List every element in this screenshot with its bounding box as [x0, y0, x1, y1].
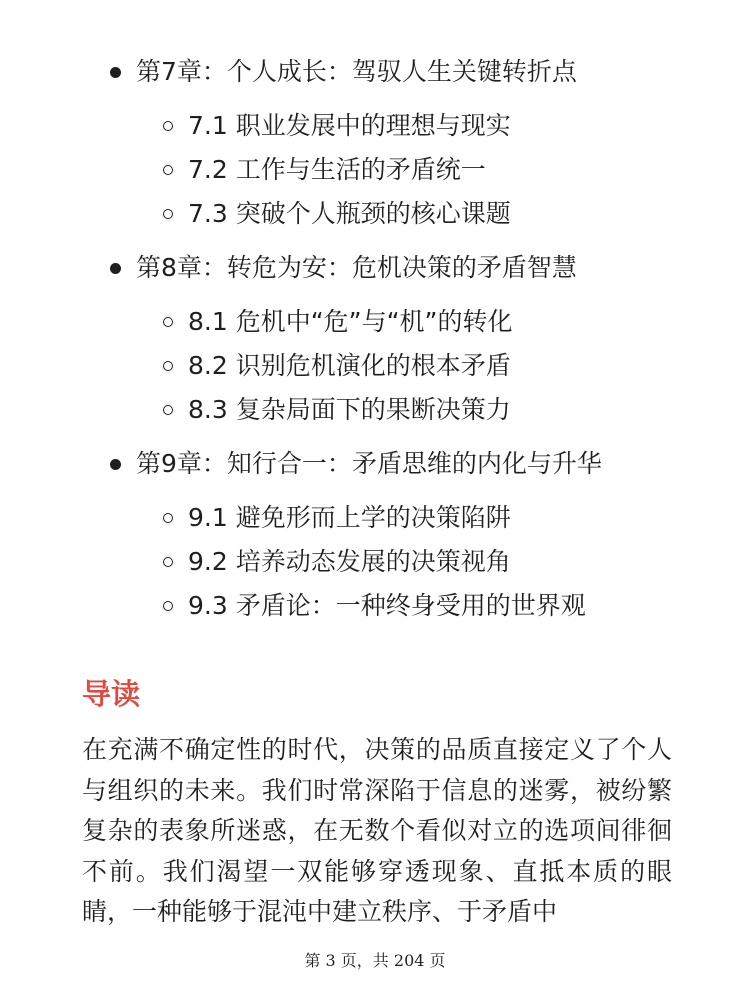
bullet-circle-icon — [163, 165, 173, 175]
section-title: 7.2 工作与生活的矛盾统一 — [188, 155, 486, 184]
section-title: 8.2 识别危机演化的根本矛盾 — [188, 351, 511, 380]
toc-section-8-1[interactable] — [0, 300, 750, 344]
intro-heading: 导读 — [82, 677, 141, 711]
bullet-circle-icon — [163, 121, 173, 131]
bullet-circle-icon — [163, 557, 173, 567]
bullet-circle-icon — [163, 209, 173, 219]
toc-section-8-3[interactable] — [0, 388, 750, 432]
section-title: 7.3 突破个人瓶颈的核心课题 — [188, 199, 511, 228]
chapter-title: 第7章：个人成长：驾驭人生关键转折点 — [136, 57, 577, 86]
toc-section-8-2[interactable] — [0, 344, 750, 388]
toc-chapter-7[interactable] — [0, 50, 750, 94]
intro-paragraph: 在充满不确定性的时代，决策的品质直接定义了个人与组织的未来。我们时常深陷于信息的迷雾，被纷繁复杂的表象所迷惑，在无数个看似对立的选项间徘徊不前。我们渴望一双能够穿透现象、直抵本质的眼睛，一种能够于混沌中建立秩序、于矛盾中 — [82, 735, 672, 926]
chapter-7-sections — [0, 94, 750, 246]
section-title: 9.2 培养动态发展的决策视角 — [188, 547, 511, 576]
chapter-9-sections — [0, 486, 750, 638]
page-number-footer: 第 3 页，共 204 页 — [304, 951, 446, 970]
bullet-circle-icon — [163, 361, 173, 371]
toc-section-9-1[interactable] — [0, 496, 750, 540]
bullet-circle-icon — [163, 601, 173, 611]
toc-section-7-2[interactable] — [0, 148, 750, 192]
section-title: 8.3 复杂局面下的果断决策力 — [188, 395, 511, 424]
section-title: 9.1 避免形而上学的决策陷阱 — [188, 503, 511, 532]
toc-section-9-2[interactable] — [0, 540, 750, 584]
bullet-circle-icon — [163, 405, 173, 415]
toc-section-7-3[interactable] — [0, 192, 750, 236]
bullet-disc-icon — [110, 459, 121, 470]
table-of-contents — [0, 50, 750, 638]
chapter-title: 第9章：知行合一：矛盾思维的内化与升华 — [136, 449, 602, 478]
bullet-disc-icon — [110, 67, 121, 78]
bullet-circle-icon — [163, 317, 173, 327]
chapter-8-sections — [0, 290, 750, 442]
toc-chapter-8[interactable] — [0, 246, 750, 290]
section-title: 9.3 矛盾论：一种终身受用的世界观 — [188, 591, 586, 620]
chapter-title: 第8章：转危为安：危机决策的矛盾智慧 — [136, 253, 577, 282]
bullet-circle-icon — [163, 513, 173, 523]
bullet-disc-icon — [110, 263, 121, 274]
toc-chapter-9[interactable] — [0, 442, 750, 486]
section-title: 8.1 危机中“危”与“机”的转化 — [188, 307, 513, 336]
toc-section-9-3[interactable] — [0, 584, 750, 628]
toc-section-7-1[interactable] — [0, 104, 750, 148]
section-title: 7.1 职业发展中的理想与现实 — [188, 111, 511, 140]
